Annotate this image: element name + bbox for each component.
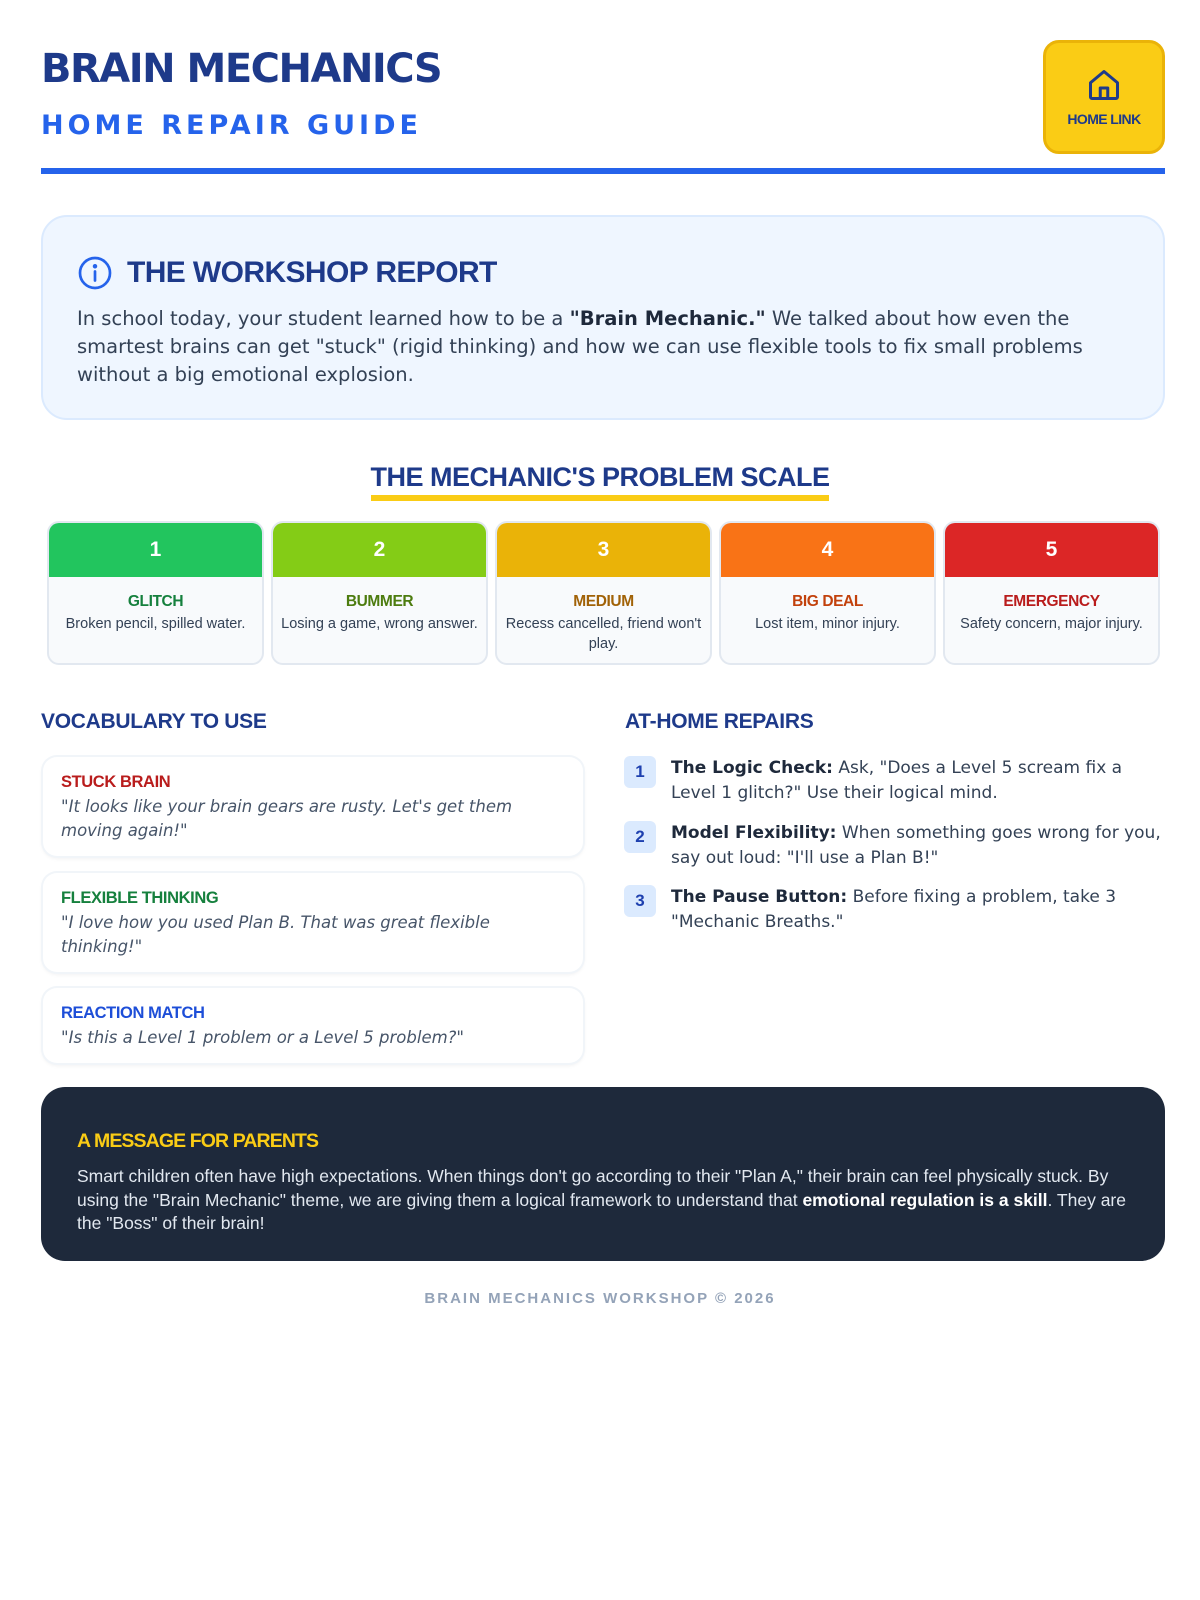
scale-level-card: [943, 521, 1160, 665]
level-description: Recess cancelled, friend won't play.: [505, 616, 702, 652]
level-description: Safety concern, major injury.: [960, 616, 1143, 632]
level-number: 4: [721, 523, 934, 577]
vocab-card: [43, 873, 583, 972]
vocab-quote: "Is this a Level 1 problem or a Level 5 problem?": [61, 1028, 465, 1047]
repair-step-detail: Ask, "Does a Level 5 scream fix a Level 1 glitch?" Use their logical mind.: [671, 758, 1123, 803]
vocab-section-title: VOCABULARY TO USE: [41, 710, 267, 733]
vocab-card: [43, 988, 583, 1063]
level-name: BUMMER: [345, 593, 414, 610]
level-name: BIG DEAL: [792, 593, 863, 610]
problem-scale: [47, 521, 1160, 665]
vocab-quote: "I love how you used Plan B. That was great flexible thinking!": [61, 913, 490, 956]
scale-level-card: [47, 521, 264, 665]
level-number: 3: [497, 523, 710, 577]
repair-step: [624, 756, 1164, 810]
report-body: [77, 305, 1137, 389]
scale-level-card: [495, 521, 712, 665]
scale-title: THE MECHANIC'S PROBLEM SCALE: [371, 462, 830, 501]
vocab-term: REACTION MATCH: [61, 1004, 205, 1022]
repair-step: [624, 821, 1164, 875]
info-icon: [77, 255, 113, 291]
page-title: BRAIN MECHANICS: [41, 46, 442, 92]
level-name: GLITCH: [127, 593, 184, 610]
repair-step-text: [671, 885, 1171, 935]
repair-step-text: [671, 821, 1171, 871]
report-heading: [77, 255, 497, 291]
repairs-section-title: AT-HOME REPAIRS: [625, 710, 814, 733]
vocab-term: FLEXIBLE THINKING: [61, 889, 219, 907]
scale-level-card: [271, 521, 488, 665]
repair-step-lead: The Logic Check:: [671, 758, 833, 778]
scale-level-card: [719, 521, 936, 665]
home-icon: [1086, 67, 1122, 103]
parents-body-emphasis: emotional regulation is a skill: [802, 1189, 1048, 1210]
parents-message-title: A MESSAGE FOR PARENTS: [77, 1130, 319, 1152]
parents-message-card: [41, 1087, 1165, 1261]
vocab-term: STUCK BRAIN: [61, 773, 171, 791]
page-header: [41, 40, 1165, 174]
level-number: 1: [49, 523, 262, 577]
parents-body-text-continued: . They are the "Boss" of their brain!: [77, 1189, 1126, 1233]
level-description: Lost item, minor injury.: [755, 616, 900, 632]
level-name: EMERGENCY: [1003, 593, 1100, 610]
vocab-card: [43, 757, 583, 856]
step-number-badge: 2: [624, 821, 656, 853]
workshop-report-card: [41, 215, 1165, 420]
step-number-badge: 1: [624, 756, 656, 788]
report-title: THE WORKSHOP REPORT: [127, 256, 497, 289]
report-body-emphasis: "Brain Mechanic.": [569, 307, 766, 330]
parents-message-body: [77, 1165, 1137, 1236]
level-number: 5: [945, 523, 1158, 577]
level-number: 2: [273, 523, 486, 577]
repair-step-text: [671, 756, 1171, 806]
repair-step-detail: Before fixing a problem, take 3 "Mechanic Breaths.": [671, 887, 1117, 932]
home-link-label: HOME LINK: [1067, 111, 1141, 127]
report-body-text-continued: We talked about how even the smartest brains can get "stuck" (rigid thinking) and how we can use flexible tools to fix small problems without a big emotional explosion.: [77, 307, 1083, 386]
step-number-badge: 3: [624, 885, 656, 917]
page-subtitle: HOME REPAIR GUIDE: [41, 110, 422, 141]
repair-step: [624, 885, 1164, 939]
scale-heading-wrap: [0, 462, 1200, 501]
level-description: Losing a game, wrong answer.: [281, 616, 478, 632]
repair-step-lead: Model Flexibility:: [671, 823, 837, 843]
level-name: MEDIUM: [573, 593, 634, 610]
repair-step-detail: When something goes wrong for you, say out loud: "I'll use a Plan B!": [671, 823, 1161, 868]
footer-copyright: BRAIN MECHANICS WORKSHOP © 2026: [424, 1290, 776, 1307]
home-link-button[interactable]: [1043, 40, 1165, 154]
report-body-text: In school today, your student learned how to be a: [77, 307, 570, 330]
vocab-quote: "It looks like your brain gears are rusty. Let's get them moving again!": [61, 797, 513, 840]
level-description: Broken pencil, spilled water.: [65, 616, 246, 632]
repair-step-lead: The Pause Button:: [671, 887, 848, 907]
parents-body-text: Smart children often have high expectations. When things don't go according to their "Plan A," their brain can feel physically stuck. By using the "Brain Mechanic" theme, we are giving them a logical framework to understand that: [77, 1166, 1109, 1210]
